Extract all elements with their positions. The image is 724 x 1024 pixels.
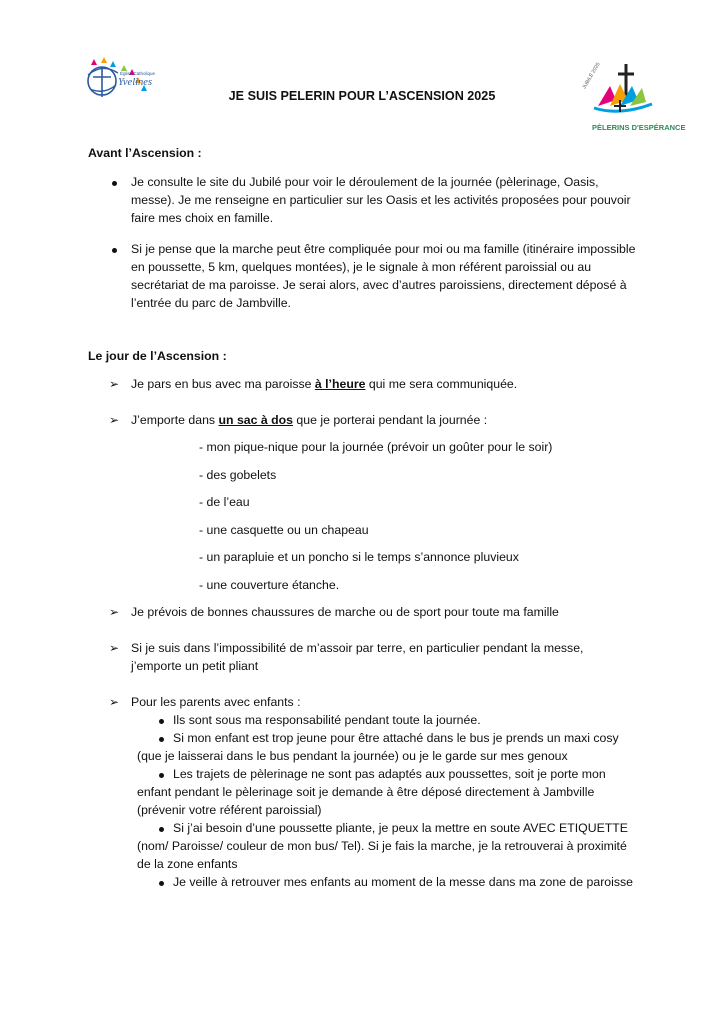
shoes-line: Je prévois de bonnes chaussures de marche ou de sport pour toute ma famille <box>131 605 559 619</box>
bus-line: Je pars en bus avec ma paroisse à l’heure qui me sera communiquée. <box>131 377 518 391</box>
logo-jubile-text: JUBILÉ 2025 <box>581 61 602 91</box>
bullet-dot <box>112 181 117 186</box>
seat-line: Si je suis dans l’impossibilité de m’assoir par terre, en particulier pendant la messe, <box>131 641 584 655</box>
arrow-bullet-icon: ➢ <box>109 413 120 427</box>
parents-item-line: Si mon enfant est trop jeune pour être attaché dans le bus je prends un maxi cosy <box>173 731 619 745</box>
logo-pelerins-text: PÈLERINS D'ESPÉRANCE <box>592 123 686 132</box>
bag-item: - une couverture étanche. <box>199 578 340 592</box>
page-title: JE SUIS PELERIN POUR L’ASCENSION 2025 <box>228 89 496 103</box>
parents-item-line: Les trajets de pèlerinage ne sont pas adaptés aux poussettes, soit je porte mon <box>173 767 606 781</box>
parents-item-line: Ils sont sous ma responsabilité pendant toute la journée. <box>173 713 481 727</box>
logo-small-text: Église Catholique <box>120 71 156 76</box>
bag-item: - de l’eau <box>199 495 250 509</box>
parents-item-line: de la zone enfants <box>137 857 238 871</box>
parents-item-line: Je veille à retrouver mes enfants au moment de la messe dans ma zone de paroisse <box>173 875 634 889</box>
section-heading-day: Le jour de l’Ascension : <box>88 349 227 363</box>
seat-line: j’emporte un petit pliant <box>131 659 259 673</box>
arrow-bullet-icon: ➢ <box>109 377 120 391</box>
before-item-2-line: secrétariat de ma paroisse. Je serai alors, avec d’autres paroissiens, directement déposé à <box>131 278 627 292</box>
bag-item: - des gobelets <box>199 468 277 482</box>
parents-item-line: (que je laisserai dans le bus pendant la journée) ou je le garde sur mes genoux <box>137 749 568 763</box>
bullet-dot <box>159 737 164 742</box>
logo-big-text: Yvelines <box>118 77 153 88</box>
arrow-bullet-icon: ➢ <box>109 641 120 655</box>
before-item-2-line: Si je pense que la marche peut être compliquée pour moi ou ma famille (itinéraire impossible <box>131 242 636 256</box>
before-item-1-line: faire mes choix en famille. <box>131 211 274 225</box>
arrow-bullet-icon: ➢ <box>109 605 120 619</box>
bullet-dot <box>159 719 164 724</box>
bag-line: J’emporte dans un sac à dos que je porterai pendant la journée : <box>131 413 488 427</box>
section-heading-before: Avant l’Ascension : <box>88 146 202 160</box>
before-item-1-line: Je consulte le site du Jubilé pour voir le déroulement de la journée (pèlerinage, Oasis, <box>131 175 599 189</box>
parents-item-line: (nom/ Paroisse/ couleur de mon bus/ Tel). Si je fais la marche, je la retrouverai à proximité <box>137 839 627 853</box>
bag-item: - une casquette ou un chapeau <box>199 523 369 537</box>
before-item-1-line: messe). Je me renseigne en particulier sur les Oasis et les activités proposées pour pouvoir <box>131 193 631 207</box>
bullet-dot <box>112 248 117 253</box>
before-item-2-line: l’entrée du parc de Jambville. <box>131 296 291 310</box>
arrow-bullet-icon: ➢ <box>109 695 120 709</box>
parents-heading: Pour les parents avec enfants : <box>131 695 301 709</box>
parents-item-line: Si j’ai besoin d’une poussette pliante, je peux la mettre en soute AVEC ETIQUETTE <box>173 821 628 835</box>
bullet-dot <box>159 881 164 886</box>
parents-item-line: (prévenir votre référent paroissial) <box>137 803 322 817</box>
bullet-dot <box>159 827 164 832</box>
bag-item: - mon pique-nique pour la journée (prévoir un goûter pour le soir) <box>199 440 553 454</box>
bag-item: - un parapluie et un poncho si le temps s’annonce pluvieux <box>199 550 519 564</box>
before-item-2-line: en poussette, 5 km, quelques montées), je le signale à mon référent paroissial ou au <box>131 260 592 274</box>
bullet-dot <box>159 773 164 778</box>
parents-item-line: enfant pendant le pèlerinage soit je demande à être déposé directement à Jambville <box>137 785 595 799</box>
